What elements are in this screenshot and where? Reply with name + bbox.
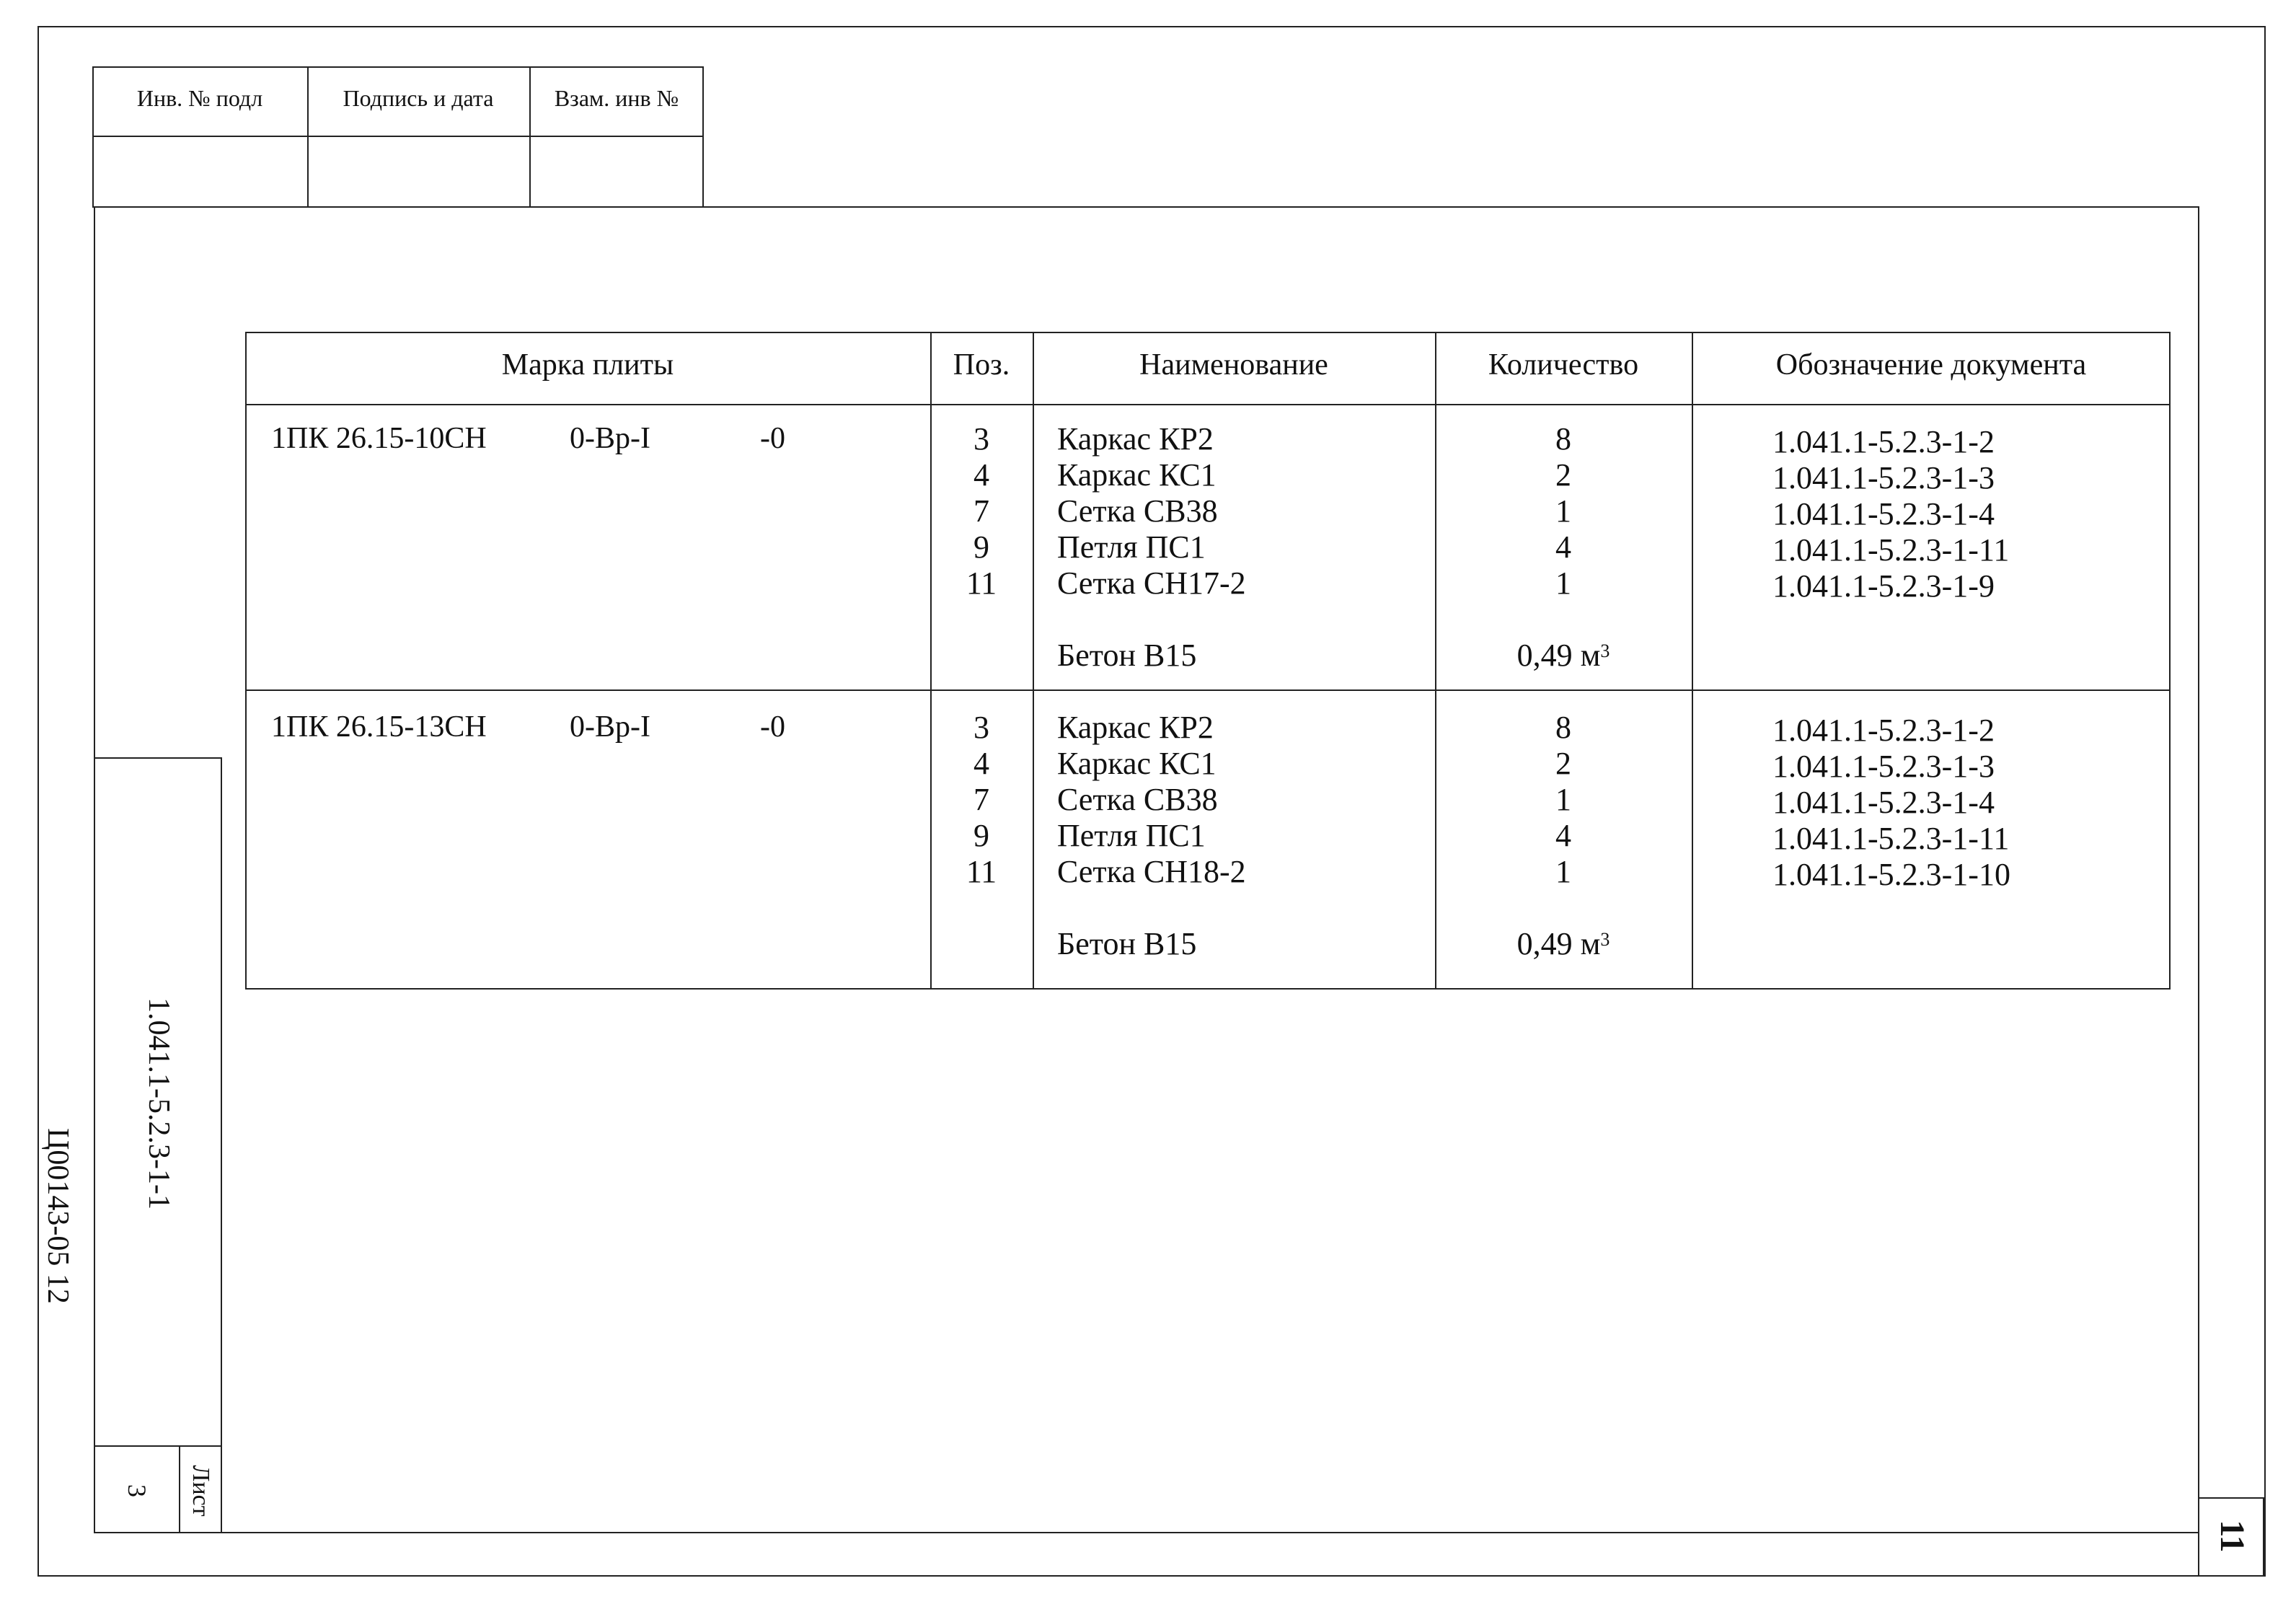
qty-column xyxy=(1435,421,1692,674)
list-item: Сетка СВ38 xyxy=(1057,493,1218,529)
concrete-qty: 0,49 $м^3$ xyxy=(1516,638,1610,673)
list-item: Каркас КР2 xyxy=(1057,710,1214,745)
slab-suffix: -0 xyxy=(760,710,785,744)
name-column xyxy=(1057,421,1432,674)
list-item: 1.041.1-5.2.3-1-3 xyxy=(1772,749,1995,784)
list-item: Каркас КР2 xyxy=(1057,421,1214,457)
list-item: 7 xyxy=(973,493,989,529)
list-item: 1.041.1-5.2.3-1-11 xyxy=(1772,821,2010,856)
list-item: Сетка СВ38 xyxy=(1057,782,1218,817)
pos-column xyxy=(930,421,1033,602)
list-item: Каркас КС1 xyxy=(1057,457,1217,493)
list-item: 9 xyxy=(973,529,989,565)
list-item: 8 xyxy=(1555,710,1571,745)
list-item: 11 xyxy=(966,565,997,601)
vzam-inv-label: Взам. инв № xyxy=(554,85,679,111)
list-item: Сетка СН18-2 xyxy=(1057,854,1246,889)
list-item: Каркас КС1 xyxy=(1057,746,1217,781)
slab-suffix: -0 xyxy=(760,422,785,455)
list-item: 1 xyxy=(1555,782,1571,817)
list-item: 1.041.1-5.2.3-1-2 xyxy=(1772,713,1995,748)
list-item: 4 xyxy=(973,746,989,781)
list-item: 1.041.1-5.2.3-1-3 xyxy=(1772,460,1995,495)
list-item: 1 xyxy=(1555,565,1571,601)
header-mark: Марка плиты xyxy=(501,348,674,382)
list-item: 11 xyxy=(966,854,997,889)
sheet-number: 3 xyxy=(123,1484,151,1497)
list-item: Сетка СН17-2 xyxy=(1057,565,1246,601)
list-item: 1.041.1-5.2.3-1-4 xyxy=(1772,496,1995,532)
list-item: 4 xyxy=(1555,818,1571,853)
side-doc-code: 1.041.1-5.2.3-1-1 xyxy=(142,997,175,1209)
list-item: 1 xyxy=(1555,854,1571,889)
archive-code: Ц00143-05 12 xyxy=(41,1128,74,1304)
list-item: 7 xyxy=(973,782,989,817)
doc-column xyxy=(1772,713,2162,893)
list-item: Петля ПС1 xyxy=(1057,529,1206,565)
slab-mark: 1ПК 26.15-13СН xyxy=(271,710,487,744)
list-item: Петля ПС1 xyxy=(1057,818,1206,853)
header-qty: Количество xyxy=(1488,348,1639,382)
list-item: 3 xyxy=(973,710,989,745)
list-item: 9 xyxy=(973,818,989,853)
list-item: 1 xyxy=(1555,493,1571,529)
concrete-qty: 0,49 $м^3$ xyxy=(1516,926,1610,961)
list-item: 1.041.1-5.2.3-1-4 xyxy=(1772,785,1995,820)
list-item: 4 xyxy=(1555,529,1571,565)
qty-column xyxy=(1435,710,1692,962)
page-number: 11 xyxy=(2213,1520,2251,1553)
unit-power: 3 xyxy=(1600,929,1610,950)
list-item: 2 xyxy=(1555,457,1571,493)
list-item: 1.041.1-5.2.3-1-10 xyxy=(1772,857,2010,892)
name-column xyxy=(1057,710,1432,962)
inv-podl-label: Инв. № подл xyxy=(136,85,263,111)
list-item: 4 xyxy=(973,457,989,493)
slab-rebar: 0-Вр-I xyxy=(570,710,650,744)
pos-column xyxy=(930,710,1033,890)
slab-mark: 1ПК 26.15-10СН xyxy=(271,422,487,455)
header-doc: Обозначение документа xyxy=(1775,348,2087,382)
sheet-label: Лист xyxy=(187,1465,214,1517)
header-name: Наименование xyxy=(1139,348,1328,382)
doc-column xyxy=(1772,424,2162,604)
unit-power: 3 xyxy=(1600,640,1610,661)
slab-rebar: 0-Вр-I xyxy=(570,422,650,455)
list-item: 1.041.1-5.2.3-1-9 xyxy=(1772,568,1995,604)
list-item: 8 xyxy=(1555,421,1571,457)
header-pos: Поз. xyxy=(953,348,1010,382)
list-item: 1.041.1-5.2.3-1-2 xyxy=(1772,424,1995,459)
list-item: 2 xyxy=(1555,746,1571,781)
signature-date-label: Подпись и дата xyxy=(343,85,494,111)
concrete-name: Бетон В15 xyxy=(1057,926,1197,961)
concrete-name: Бетон В15 xyxy=(1057,638,1197,673)
list-item: 3 xyxy=(973,421,989,457)
list-item: 1.041.1-5.2.3-1-11 xyxy=(1772,532,2010,568)
